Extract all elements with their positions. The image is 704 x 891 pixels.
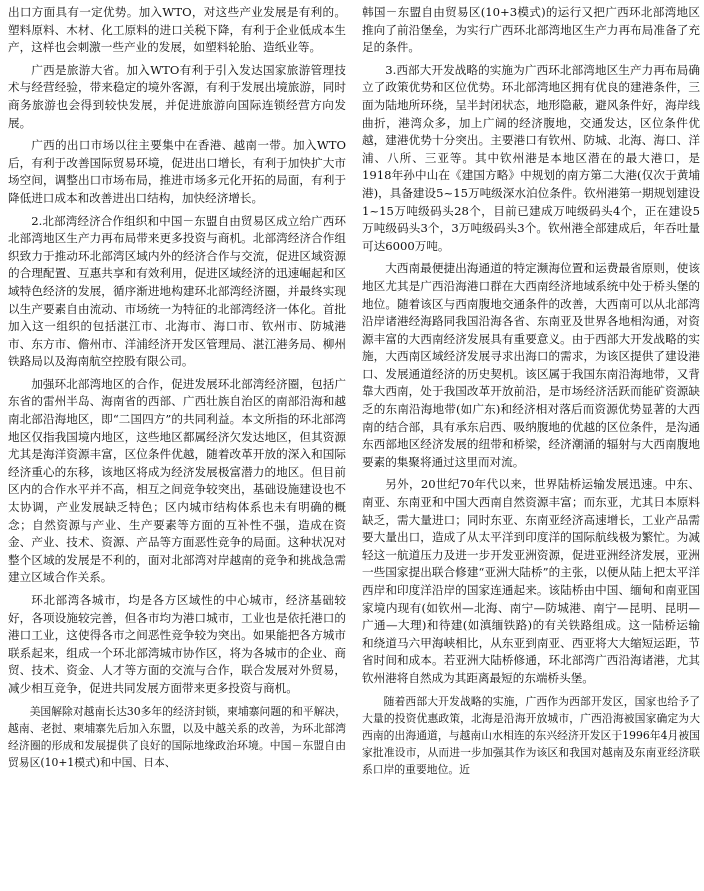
paragraph-preferential-policies: 随着西部大开发战略的实施，广西作为西部开发区，国家也给予了大量的投资优惠政策，北海是沿海开放城市，广西沿海被国家确定为大西南的出海通道，与越南山水相连的东兴经济开发区于1996年4月被国家批准设市，从而进一步加强其作为该区和我国对越南及东南亚经济联系口岸的重要地位。近 — [362, 694, 700, 776]
left-column — [8, 4, 346, 776]
paragraph-geopolitical-environment: 美国解除对越南长达30多年的经济封锁，柬埔寨问题的和平解决，越南、老挝、柬埔寨先后加入东盟，以及中越关系的改善，为环北部湾经济圈的形成和发展提供了良好的国际地缘政治环境。中国－东盟自由贸易区(10+1模式)和中国、日本、 — [8, 704, 346, 769]
paragraph-western-development-ports: 3.西部大开发战略的实施为广西环北部湾地区生产力再布局确立了政策优势和区位优势。环北部湾地区拥有优良的建港条件，三面为陆地所环绕，呈半封闭状态，地形隐蔽，避风条件好，海岸线曲折，港湾众多，加上广阔的经济腹地，交通发达，区位条件优越，建港优势十分突出。主要港口有钦州、防城、北海、海口、洋浦、八所、三亚等。其中钦州港是本地区潜在的最大港口，是1918年孙中山在《建国方略》中规划的南方第二大港(仅次于黄埔港)，具备建设5~15万吨级深水泊位条件。钦州港第一期规划建设1~15万吨级码头28个，目前已建成万吨级码头4个，正在建设5万吨级码头3个，3万吨级码头3个。钦州港全部建成后，年吞吐量可达6000万吨。 — [362, 62, 700, 253]
paragraph-export-advantage: 出口方面具有一定优势。加入WTO，对这些产业发展是有利的。塑料原料、木材、化工原料的进口关税下降，有利于企业低成本生产，这样也会刺激一些产业的发展，如塑料轮胎、造纸业等。 — [8, 5, 346, 55]
paragraph-southwest-outlet: 大西南最便捷出海通道的特定濒海位置和运费最省原则，使该地区尤其是广西沿海港口群在大西南经济地域系统中处于桥头堡的地位。随着该区与西南腹地交通条件的改善，大西南可以从北部湾沿岸诸港经海路同我国沿海各省、东南亚及世界各地相沟通，对资源丰富的大西南经济发展具有重要意义。由于西部大开发战略的实施，大西南区域经济发展寻求出海口的需求，为该区提供了建设港口、发展通道经济的历史契机。该区属于我国东南沿海地带，又背靠大西南，处于我国改革开放前沿，是市场经济活跃而能矿资源缺乏的东南沿海地带(如广东)和经济相对落后而资源优势显著的大西南的结合部，具有承东启西、吸纳腹地的优越的区位条件，是沟通东西部地区经济发展的纽带和桥梁，经济潮涌的辐射与大西南腹地要素的集聚将通过这里而对流。 — [362, 261, 700, 469]
paragraph-free-trade-continuation: 韩国－东盟自由贸易区(10+3模式)的运行又把广西环北部湾地区推向了前沿堡垒，为实行广西环北部湾地区生产力再布局准备了充足的条件。 — [362, 5, 700, 55]
paragraph-tourism: 广西是旅游大省。加入WTO有利于引入发达国家旅游管理技术与经营经验，带来稳定的境外客源，有利于发展出境旅游，同时商务旅游也会得到较快发展，并促进旅游向国际连锁经营方向发展。 — [8, 62, 346, 130]
paragraph-land-bridge: 另外，20世纪70年代以来，世界陆桥运输发展迅速。中东、南亚、东南亚和中国大西南自然资源丰富；而东亚，尤其日本原料缺乏，需大量进口；同时东亚、东南亚经济高速增长，工业产品需要大量出口，造成了从太平洋到印度洋的国际航线极为繁忙。为减轻这一航道压力及进一步开发亚洲资源，促进亚洲经济发展，亚洲一些国家提出联合修建“亚洲大陆桥”的主张，以便从陆上把太平洋西岸和印度洋沿岸的国家连通起来。该陆桥由中国、缅甸和南亚国家境内现有(如钦州—北海、南宁—防城港、南宁—昆明、昆明—广通—大理)和待建(如滇缅铁路)的有关铁路组成。这一陆桥运输和绕道马六甲海峡相比，从东亚到南亚、西亚将大大缩短运距，节省时间和成本。若亚洲大陆桥修通，环北部湾广西沿海诸港，尤其钦州港将自然成为其距离最短的东端桥头堡。 — [362, 477, 700, 685]
paragraph-city-cooperation: 环北部湾各城市，均是各方区域性的中心城市，经济基础较好，各项设施较完善，但各市均为港口城市，工业也是依托港口的港口工业，这使得各市之间恶性竞争较为突出。如果能把各方城市联系起来，组成一个环北部湾城市协作区，将为各城市的企业、商贸、技术、资金、人才等方面的交流与合作，联合发展对外贸易，减少相互竞争，促进共同发展方面带来更多投资与商机。 — [8, 593, 346, 695]
paragraph-economic-circle: 加强环北部湾地区的合作，促进发展环北部湾经济圈，包括广东省的雷州半岛、海南省的西部、广西壮族自治区的南部沿海和越南北部沿海地区，即“二国四方”的共同利益。本文所指的环北部湾地区仅指我国境内地区，这些地区都属经济欠发达地区，但其资源尤其是海洋资源丰富，区位条件优越，随着改革开放的深入和国际经济重心的东移，该地区将成为经济发展极富潜力的地区。但目前区内的合作水平并不高，相互之间竞争较突出，基础设施建设也不太协调，产业发展缺乏特色；区内城市结构体系也未有明确的概念；自然资源与产业、生产要素等方面的互补性不强，造成在资金、产业、技术、资源、产品等方面恶性竞争的局面。这种状况对整个区域的发展是不利的，面对北部湾对岸越南的竞争和挑战急需建立区域合作关系。 — [8, 376, 346, 585]
paragraph-export-market: 广西的出口市场以往主要集中在香港、越南一带。加入WTO后，有利于改善国际贸易环境，促进出口增长，有利于加快扩大市场空间，调整出口市场布局，推进市场多元化开拓的局面，有利于降低进口成本和改善进出口结构，加快经济增长。 — [8, 138, 346, 205]
paragraph-beibu-gulf-cooperation: 2.北部湾经济合作组织和中国－东盟自由贸易区成立给广西环北部湾地区生产力再布局带来更多投资与商机。北部湾经济合作组织致力于推动环北部湾区域内外的经济合作与交流，促进区域资源的合理配置、互惠共享和有效利用，促进区域经济的迅速崛起和区域特色经济的发展，循序渐进地构建环北部湾经济圈，并最终实现以生产要素自由流动、市场统一为特征的北部湾经济一体化。首批加入这一组织的包括湛江市、北海市、海口市、钦州市、防城港市、东方市、儋州市、洋浦经济开发区管理局、湛江港务局、柳州铁路局以及海南航空控股有限公司。 — [8, 213, 346, 369]
right-column — [362, 4, 700, 783]
